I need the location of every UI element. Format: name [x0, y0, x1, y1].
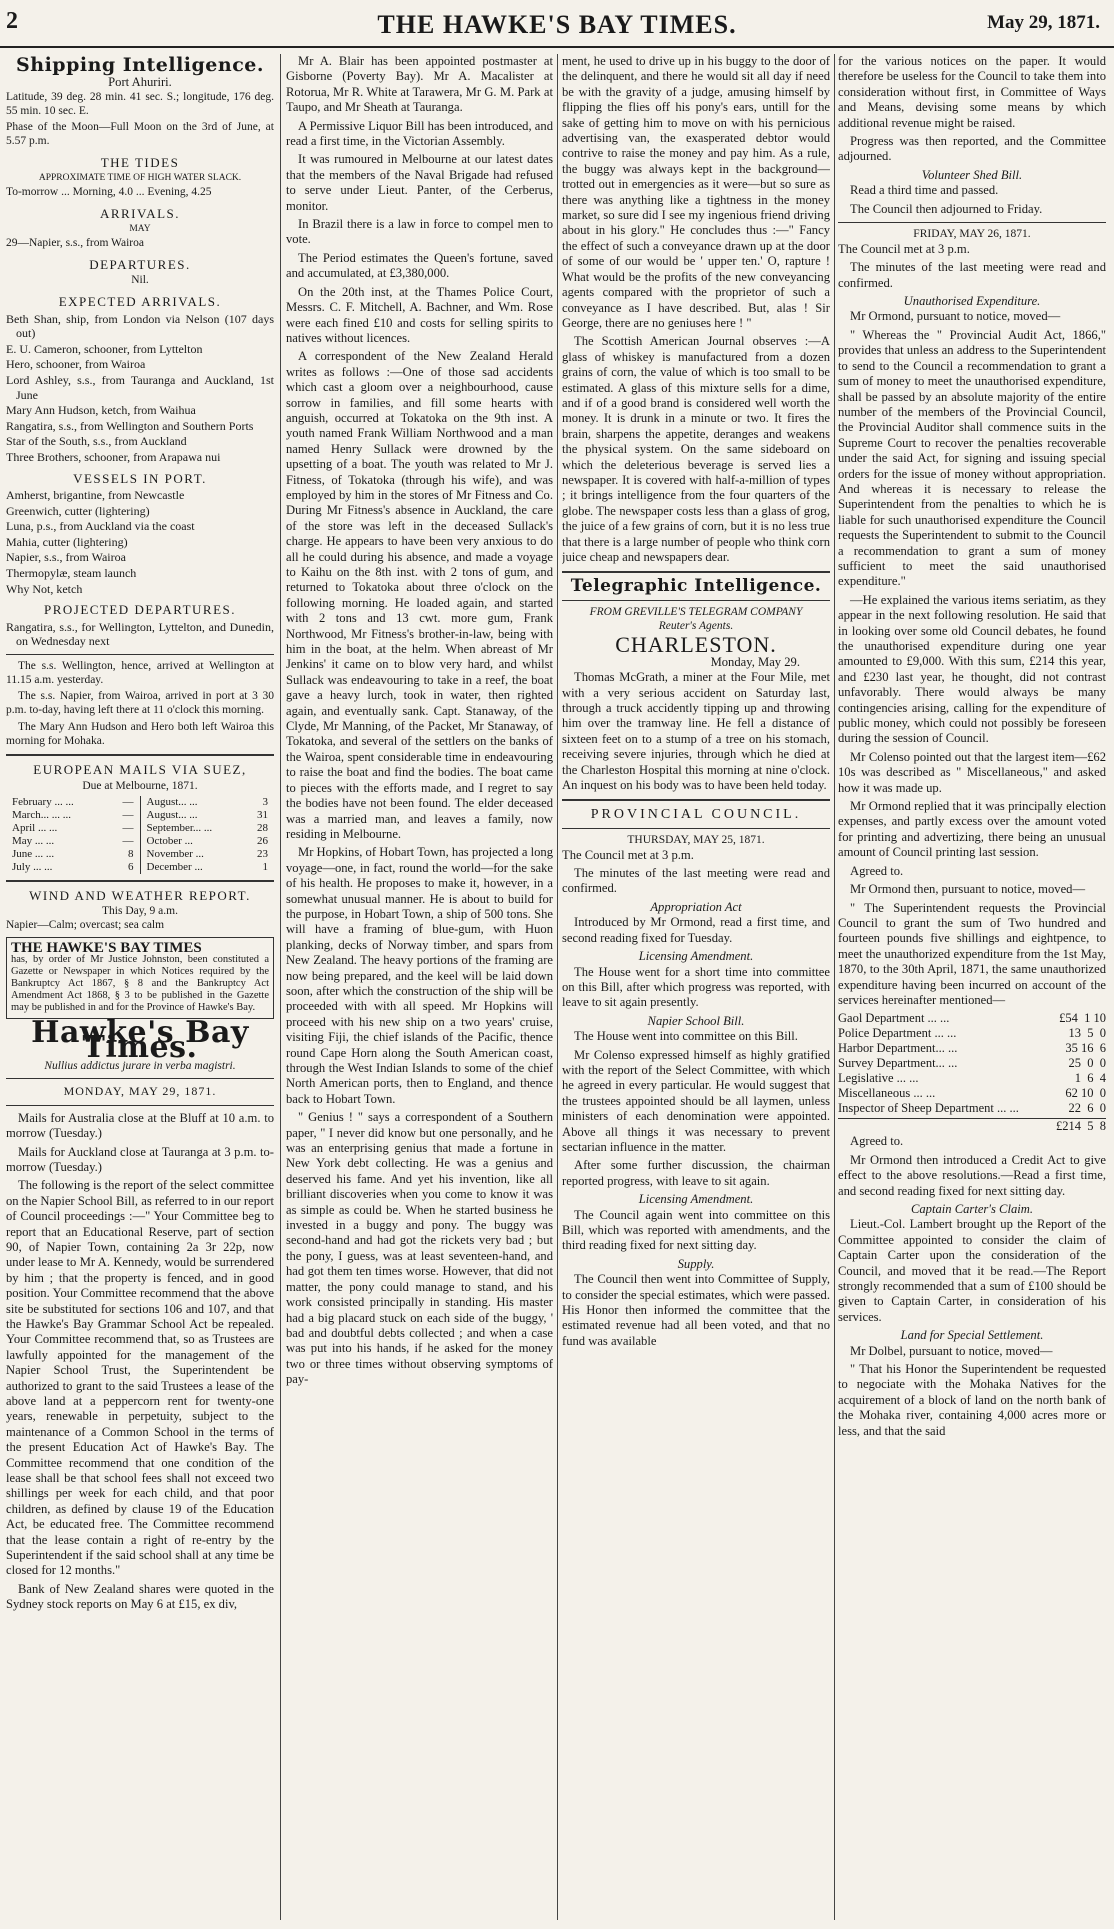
moon-phase: Phase of the Moon—Full Moon on the 3rd of June, at 5.57 p.m.: [6, 121, 274, 148]
section-heading: Licensing Amendment.: [638, 1192, 754, 1207]
list-item: Mahia, cutter (lightering): [6, 534, 128, 549]
editorial-date: MONDAY, MAY 29, 1871.: [63, 1084, 217, 1099]
divider: [6, 1078, 274, 1079]
council-date: THURSDAY, MAY 25, 1871.: [627, 833, 765, 846]
expenditure-total: £214 5 8: [1056, 1119, 1106, 1134]
list-item: Hero, schooner, from Wairoa: [6, 357, 146, 372]
shipping-note: The s.s. Wellington, hence, arrived at Wellington at 11.15 a.m. yesterday.: [6, 659, 274, 686]
table-row: Miscellaneous ... ... 62 10 0: [838, 1086, 1106, 1101]
column-rule: [557, 54, 558, 1920]
article-paragraph: The Council again went into committee on this Bill, which was reported with amendments, and the third reading fixed for next sitting day.: [562, 1207, 830, 1253]
tides-line: To-morrow ... Morning, 4.0 ... Evening, 4.25: [6, 186, 212, 199]
port-name: Port Ahuriri.: [108, 75, 172, 90]
telegraphic-heading: Telegraphic Intelligence.: [570, 576, 822, 597]
table-row: July ... ... 6: [12, 860, 134, 873]
expenditure-table: [838, 1011, 1106, 1134]
list-item: Beth Shan, ship, from London via Nelson (107 days out): [6, 311, 274, 341]
vessels-heading: VESSELS IN PORT.: [73, 470, 207, 486]
table-row: Harbor Department... ... 35 16 6: [838, 1041, 1106, 1056]
article-paragraph: A correspondent of the New Zealand Herald writes as follows :—One of those sad accidents which cast a gloom over a neighbourhood, cause sorrow in families, and fill some hearts with anguish, occurred at Tokatoka on the 9th inst. A youth named Frank William Northwood and a man named Henry Sullack were drowned by the upsetting of a boat. The youth was related to Mr J. Fitness, of Tokatoka (through his wife), and was employed by him in the stores of Mr Fitness and Co. During Mr Fitness's absence in Auckland, the care of the store was left in the deceased Sullack's charge. He appears to have been very anxious to do all he could during his absence, and made a voyage to Kaihu on the 8th inst. with 2 tons of gum, and returned to Tokatoka about three o'clock on the following morning. He loaded again, and started with 2 tons and 13 cwt. more gum, Frank Northwood, Mr Fitness's brother-in-law, being with him in the boat, at the helm. When abreast of Mr Jenkins' it came on to blow very hard, and whilst Sullack was endeavouring to take in a reef, the boat gave a heavy lurch, took in water, then righted again, and eventually sank. Capt. Stanaway, of the Clyde, Mr Manning, of the Packet, Mr Stanaway, of Tokatoka, and several of the settlers on the banks of the Wairoa, spent considerable time in endeavouring to raise the boat and find the bodies. The boat came to pieces with the efforts made, and I regret to say the bodies have not been found. The elder deceased was a married man, and leaves a family, now residing in Melbourne.: [286, 349, 553, 841]
article-paragraph: for the various notices on the paper. It would therefore be useless for the Council to take them into consideration without first, in Committee of Ways and Means, devising some means by which additional revenue might be raised.: [838, 54, 1106, 130]
issue-date: May 29, 1871.: [987, 12, 1100, 33]
list-item: Star of the South, s.s., from Auckland: [6, 434, 187, 449]
divider: [562, 799, 830, 801]
tides-heading: THE TIDES: [100, 155, 180, 170]
article-paragraph: Read a third time and passed.: [850, 183, 999, 198]
mails-table: [6, 796, 274, 874]
mails-right: [140, 796, 275, 874]
departures-heading: DEPARTURES.: [89, 257, 191, 272]
table-row: Gaol Department ... ... £54 1 10: [838, 1011, 1106, 1026]
latitude-longitude: Latitude, 39 deg. 28 min. 41 sec. S.; longitude, 176 deg. 55 min. 10 sec. E.: [6, 90, 274, 117]
weather-subheading: This Day, 9 a.m.: [102, 905, 178, 918]
mails-heading: EUROPEAN MAILS VIA SUEZ,: [33, 762, 247, 778]
projected-heading: PROJECTED DEPARTURES.: [43, 602, 237, 618]
divider: [6, 1105, 274, 1106]
article-paragraph: In Brazil there is a law in force to compel men to vote.: [286, 217, 553, 247]
list-item: Lord Ashley, s.s., from Tauranga and Auckland, 1st June: [6, 372, 274, 402]
table-row: March... ... ... —: [12, 808, 134, 821]
table-row: November ... 23: [146, 847, 268, 860]
mails-subheading: Due at Melbourne, 1871.: [82, 779, 198, 792]
section-heading: Napier School Bill.: [647, 1013, 745, 1028]
column-1: [6, 54, 274, 1920]
table-row: Survey Department... ... 25 0 0: [838, 1056, 1106, 1071]
column-4: [838, 54, 1106, 1920]
list-item: Thermopylæ, steam launch: [6, 565, 137, 580]
paper-title: Hawke's Bay Times.: [31, 1014, 249, 1066]
article-paragraph: The following is the report of the select committee on the Napier School Bill, as referred to in our report of Council proceedings :—" Your Committee beg to report that an Educational Reserve, part of section 90, of Napier Town, containing 2a 3r 22p, now under lease to Mr A. Kennedy, would be surrendered by him ; that the property is fenced, and in good position. Your Committee recommend that the above site be substituted for sections 106 and 107, and that the Hawke's Bay Grammar School Act be repealed. Your Committee recommend that, so as Trustees are lawfully appointed for the management of the Napier School Trust, the Superintendent be authorized to grant to the said Trustees a lease of the above land at a peppercorn rent for twenty-one years, renewable in perpetuity, subject to the maintenance of a Common School in the terms of the present Education Act of Hawke's Bay. The Committee recommend that one condition of the lease shall be that school fees shall not exceed two shillings per week for each child, and that poor children, as defined by clause 19 of the Education Act, be educated free. The Committee recommend that the lease contain a right of re-entry by the Superintendent if the said school shall at any time be closed for 12 months.": [6, 1178, 274, 1578]
article-paragraph: Mails for Australia close at the Bluff at 10 a.m. to morrow (Tuesday.): [6, 1110, 274, 1141]
article-paragraph: The Council then went into Committee of Supply, to consider the special estimates, which were passed. His Honor then informed the committee that the estimated revenue had all been voted, and that no fund was available: [562, 1272, 830, 1348]
section-heading: Captain Carter's Claim.: [910, 1201, 1033, 1216]
list-item: Rangatira, s.s., for Wellington, Lyttelton, and Dunedin, on Wednesday next: [6, 619, 274, 649]
table-row: August... ... 3: [146, 795, 268, 808]
section-heading: Land for Special Settlement.: [900, 1328, 1044, 1343]
mails-left: [6, 796, 140, 874]
expected-arrivals-heading: EXPECTED ARRIVALS.: [58, 294, 222, 310]
table-row: October ... 26: [146, 834, 268, 847]
article-paragraph: The Council met at 3 p.m.: [838, 241, 970, 256]
masthead: [0, 0, 1114, 48]
charleston-heading: CHARLESTON.: [615, 632, 777, 658]
article-paragraph: The Council met at 3 p.m.: [562, 847, 694, 862]
article-paragraph: The House went for a short time into committee on this Bill, after which progress was reported, with leave to sit again presently.: [562, 964, 830, 1010]
list-item: Mary Ann Hudson, ketch, from Waihua: [6, 403, 196, 418]
article-paragraph: Mr Ormond, pursuant to notice, moved—: [850, 309, 1061, 324]
list-item: Amherst, brigantine, from Newcastle: [6, 487, 185, 502]
article-paragraph: Mr Colenso pointed out that the largest item—£62 10s was described as " Miscellaneous," and asked how it was made up.: [838, 749, 1106, 795]
column-2: [286, 54, 553, 1920]
weather-heading: WIND AND WEATHER REPORT.: [29, 887, 251, 903]
article-paragraph: After some further discussion, the chairman reported progress, with leave to sit again.: [562, 1158, 830, 1188]
article-paragraph: Mr Dolbel, pursuant to notice, moved—: [850, 1343, 1053, 1358]
table-row: September... ... 28: [146, 821, 268, 834]
council-heading: PROVINCIAL COUNCIL.: [590, 807, 802, 823]
section-heading: Licensing Amendment.: [638, 949, 754, 964]
article-paragraph: Introduced by Mr Ormond, read a first time, and second reading fixed for Tuesday.: [562, 915, 830, 945]
table-row: June ... ... 8: [12, 847, 134, 860]
table-row: May ... ... —: [12, 834, 134, 847]
article-paragraph: It was rumoured in Melbourne at our latest dates that the members of the Naval Brigade had refused to serve under Lieut. Panter, of the Cerberus, monitor.: [286, 152, 553, 213]
arrivals-month: MAY: [129, 224, 151, 235]
divider: [838, 222, 1106, 223]
article-paragraph: The Period estimates the Queen's fortune, saved and accumulated, at £3,380,000.: [286, 250, 553, 281]
shipping-heading: Shipping Intelligence.: [16, 54, 264, 76]
divider: [6, 880, 274, 882]
column-3: [562, 54, 830, 1920]
list-item: Rangatira, s.s., from Wellington and Southern Ports: [6, 418, 254, 433]
table-row: Inspector of Sheep Department ... ... 22 6 0: [838, 1101, 1106, 1116]
table-row: December ... 1: [146, 860, 268, 873]
shipping-note: The s.s. Napier, from Wairoa, arrived in port at 3 30 p.m. to-day, having left there at 11 o'clock this morning.: [6, 690, 274, 717]
article-paragraph: The Council then adjourned to Friday.: [850, 201, 1043, 216]
article-paragraph: Progress was then reported, and the Committee adjourned.: [838, 134, 1106, 164]
table-total-row: [838, 1118, 1106, 1134]
arrivals-heading: ARRIVALS.: [99, 206, 181, 221]
gazette-text: has, by order of Mr Justice Johnston, been constituted a Gazette or Newspaper in which Notices required by the Bankruptcy Act 1867, § 8 and the Bankruptcy Act Amendment Act 1868, § 3 to be published in the Gazette may be published in and for the Province of Hawke's Bay.: [11, 953, 269, 1013]
table-row: April ... ... —: [12, 821, 134, 834]
article-paragraph: Agreed to.: [850, 1134, 904, 1149]
divider: [6, 754, 274, 756]
arrivals-entry: 29—Napier, s.s., from Wairoa: [6, 237, 144, 250]
gazette-notice: [6, 937, 274, 1019]
article-paragraph: Mr Colenso expressed himself as highly gratified with the report of the Select Committee, with which he agreed in every particular. He would suggest that the trustees appointed should be all laymen, unless ministers of each denomination were appointed. Above all things it was necessary to prevent sectarian influence in the matter.: [562, 1047, 830, 1154]
table-row: Police Department ... ... 13 5 0: [838, 1026, 1106, 1041]
list-item: E. U. Cameron, schooner, from Lyttelton: [6, 341, 203, 356]
telegram-source: FROM GREVILLE'S TELEGRAM COMPANY: [589, 605, 803, 618]
article-paragraph: The Scottish American Journal observes :—A glass of whiskey is manufactured from a dozen grains of corn, the value of which is too small to be estimated. A glass of this mixture sells for a dime, and if of a good brand is considered well worth the money. It is drunk in a minute or two. It fires the brain, sharpens the appetite, deranges and weakens the physical system. On the same sideboard on which the deleterious beverage is served lies a newspaper. It is covered with half-a-million of types ; it brings intelligence from the four quarters of the globe. The newspaper costs less than a glass of grog, the juice of a few grains of corn, but it is no less true that there is a large number of people who think corn juice cheap and newspapers dear.: [562, 334, 830, 564]
column-rule: [834, 54, 835, 1920]
article-paragraph: " Whereas the " Provincial Audit Act, 1866," provides that unless an address to the Superintendent to send to the Council a recommendation to grant a sum of money to meet the unauthorised expenditure, shall be passed by an absolute majority of the entire number of the members of the Provincial Council, the Provincial Auditor shall commence suits in the Supreme Court to recover the penalties recoverable under the said Act, for signing and issuing special orders for the issue of money without appropriation. And whereas it is necessary to release the Superintendent from the penalties to which he is liable for such unauthorised expenditure the Council requests the Superintendent to submit to the Council a recommendation to grant a sum of money sufficient to meet the said unauthorised expenditure.": [838, 327, 1106, 589]
article-paragraph: Mails for Auckland close at Tauranga at 3 p.m. to-morrow (Tuesday.): [6, 1144, 274, 1174]
article-paragraph: Mr A. Blair has been appointed postmaster at Gisborne (Poverty Bay). Mr A. Macalister at Rotorua, Mr R. White at Tarawera, Mr G. M. Park at Taupo, and Mr Sheath at Tauranga.: [286, 54, 553, 115]
article-paragraph: ment, he used to drive up in his buggy to the door of the delinquent, and there he would sit all day if need be with the gravity of a judge, amusing himself by flipping the flies off his pony's ears, untill for the sake of getting him to move on with his pernicious advertising van, the exasperated debtor would contrive to raise the money and pay him. As a rule, the buggy was always kept in the background—trotted out in emergencies as it were—but so sure as there was anything like a tightness in the money market, so sure did I see my ingenious friend driving about in his glory." He concludes thus :—" Fancy the effect of such a conveyance drawn up at the door of some of our would be ' upper ten.' O, rapture ! What would be the profits of the new conveyancing agents compared with the proprietor of such a conveyance as I have described. But, alas ! Sir George, there are no geniuses here ! ": [562, 54, 830, 330]
divider: [562, 571, 830, 573]
article-paragraph: Mr Ormond then, pursuant to notice, moved—: [850, 882, 1086, 897]
article-paragraph: " That his Honor the Superintendent be requested to negociate with the Mohaka Natives for the acquirement of a block of land on the north bank of the Mohaka river, containing 4,000 acres more or less, and that the said: [838, 1362, 1106, 1438]
article-paragraph: A Permissive Liquor Bill has been introduced, and read a first time, in the Victorian Assembly.: [286, 118, 553, 149]
article-paragraph: Agreed to.: [850, 863, 904, 878]
weather-report: Napier—Calm; overcast; sea calm: [6, 918, 165, 931]
tides-subheading: APPROXIMATE TIME OF HIGH WATER SLACK.: [38, 173, 242, 184]
list-item: Napier, s.s., from Wairoa: [6, 550, 126, 565]
article-paragraph: The House went into committee on this Bill.: [574, 1029, 798, 1044]
section-heading: Supply.: [677, 1256, 715, 1271]
article-paragraph: Mr Hopkins, of Hobart Town, has projected a long voyage—one, in fact, round the world—for the sake of his health. He proposes to make it, however, in a somewhat unusual manner. He is about to build for the purpose, in Hobart Town, a ship of 500 tons. She will have a framing of blue-gum, with Huon planking, decks of Norway timber, and spars from New Zealand. The heavy portions of the framing are now being prepared, and the keel will be laid down soon, after which the construction of the ship will be proceeded with with all speed. Mr Hopkins will proceed with his new ship on a two years' cruise, visiting Fiji, the chief islands of the Pacific, thence round Cape Horn along the South American coast, through the West Indian Islands to some of the chief North American ports, then to England, and thence back to Hobart Town.: [286, 845, 553, 1106]
list-item: Luna, p.s., from Auckland via the coast: [6, 519, 195, 534]
shipping-note: The Mary Ann Hudson and Hero both left Wairoa this morning for Mohaka.: [6, 720, 274, 747]
column-rule: [280, 54, 281, 1920]
charleston-date: Monday, May 29.: [710, 654, 800, 669]
section-heading: Unauthorised Expenditure.: [903, 294, 1041, 309]
article-paragraph: Mr Ormond replied that it was principally election expenses, and partly excess over the amount voted for printing and advertizing, there being an unusual amount of Council printing last session.: [838, 799, 1106, 860]
article-paragraph: The minutes of the last meeting were read and confirmed.: [838, 260, 1106, 290]
page-number: 2: [6, 8, 18, 34]
article-paragraph: Thomas McGrath, a miner at the Four Mile, met with a very serious accident on Saturday last, through a truck accidently tipping up and throwing him over the tramway line. He fell a distance of sixteen feet on to a stump of a tree on his stomach, receiving severe injuries, through which he died at the Charleston Hospital this morning at nine o'clock. An inquest on his body was to have been held today.: [562, 670, 830, 793]
table-row: August... ... 31: [146, 808, 268, 821]
article-paragraph: The minutes of the last meeting were read and confirmed.: [562, 866, 830, 896]
friday-date: FRIDAY, MAY 26, 1871.: [913, 228, 1031, 241]
departures-entry: Nil.: [131, 274, 149, 287]
list-item: Greenwich, cutter (lightering): [6, 503, 150, 518]
motto: Nullius addictus jurare in verba magistri.: [44, 1059, 236, 1072]
article-paragraph: —He explained the various items seriatim, as they appear in the next following resolution. He said that in looking over some old Council debates, he found the unauthorised expenditure during one year amounted to £9,000. With this sum, £214 this year, and £230 last year, he thought, did not contrast unfavorably. There would always be many contingencies arising, calling for the expenditure of public money, which could not possibly be foreseen during the session of Council.: [838, 592, 1106, 746]
article-paragraph: On the 20th inst, at the Thames Police Court, Messrs. C. F. Mitchell, A. Bachner, and Wm. Rose were each fined £10 and costs for selling spirits to natives without licences.: [286, 284, 553, 345]
list-item: Three Brothers, schooner, from Arapawa nui: [6, 449, 221, 464]
divider: [562, 600, 830, 601]
telegram-agents: Reuter's Agents.: [658, 619, 734, 632]
gazette-title: THE HAWKE'S BAY TIMES: [11, 939, 202, 956]
table-row: Legislative ... ... 1 6 4: [838, 1071, 1106, 1086]
article-paragraph: Mr Ormond then introduced a Credit Act to give effect to the above resolutions.—Read a first time, and second reading fixed for next sitting day.: [838, 1152, 1106, 1198]
article-paragraph: Lieut.-Col. Lambert brought up the Report of the Committee appointed to consider the claim of Captain Carter upon the consideration of the Council, and moved that it be read.—The Report strongly recommended that a sum of £100 should be given to Captain Carter, in consideration of his services.: [838, 1217, 1106, 1324]
table-row: February ... ... —: [12, 795, 134, 808]
section-heading: Appropriation Act: [650, 899, 742, 914]
newspaper-title: THE HAWKE'S BAY TIMES.: [377, 10, 737, 39]
article-paragraph: Bank of New Zealand shares were quoted in the Sydney stock reports on May 6 at £15, ex div,: [6, 1581, 274, 1612]
section-heading: Volunteer Shed Bill.: [921, 167, 1023, 182]
list-item: Why Not, ketch: [6, 581, 83, 596]
divider: [562, 828, 830, 829]
article-paragraph: " Genius ! " says a correspondent of a Southern paper, " I never did know but one personally, and he was an enterprising genius that made a fortune in New York debt collecting. He was a genius and deserved his fame. And yet his invention, like all brilliant discoveries when you come to know it was as simple as could be. When he started business he invested in a buggy and pony. The buggy was second-hand and had got the rickets very bad ; but the pony, I guess, was at least seventeen-hand, and had got them ten times worse. However, that did not matter, the pony could manage to stand, and his work consisted principally in standing. His master had a big placard stuck on each side of the buggy, ' bad and doubtful debts collected ; and when a case was put into his hands, if he asked for the money two or three times without observing symptoms of pay-: [286, 1110, 553, 1387]
article-paragraph: " The Superintendent requests the Provincial Council to grant the sum of Two hundred and fourteen pounds five shillings and eightpence, to meet the unauthorized expenditure from the 1st May, 1870, to the 30th April, 1871, the same unauthorized expenditure having been incurred on account of the services hereinafter mentioned—: [838, 900, 1106, 1007]
divider: [6, 654, 274, 655]
